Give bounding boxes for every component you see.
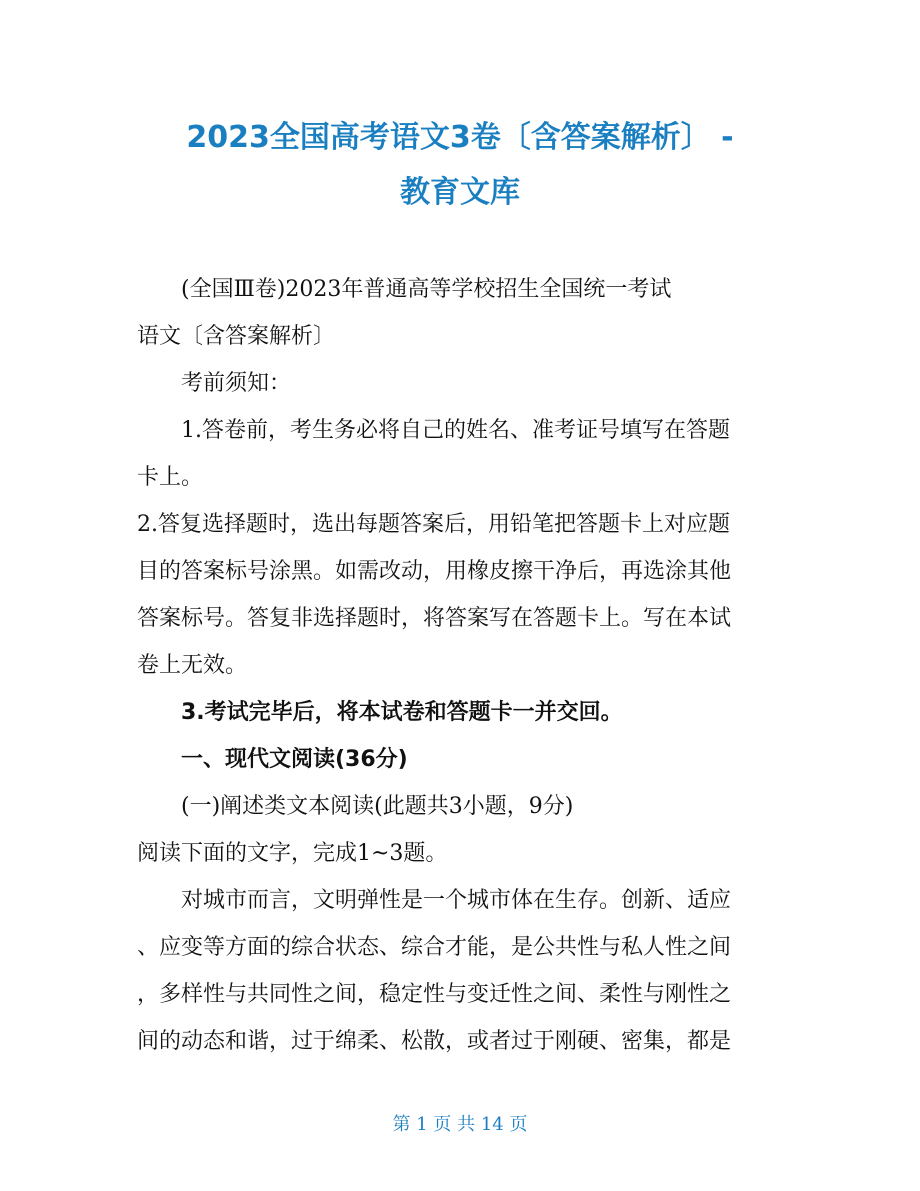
passage-line-2: 、应变等方面的综合状态、综合才能，是公共性与私人性之间 xyxy=(137,935,732,960)
passage-line-4: 间的动态和谐，过于绵柔、松散，或者过于刚硬、密集，都是 xyxy=(137,1029,732,1054)
passage-line-3: ，多样性与共同性之间，稳定性与变迁性之间、柔性与刚性之 xyxy=(137,982,732,1007)
notice-item-2-line-3: 答案标号。答复非选择题时，将答案写在答题卡上。写在本试 xyxy=(137,606,732,631)
exam-subject-line: 语文〔含答案解析〕 xyxy=(137,324,336,349)
document-title-line-2: 教育文库 xyxy=(400,175,520,210)
notice-item-1-line-2: 卡上。 xyxy=(137,465,204,490)
reading-instruction: 阅读下面的文字，完成1~3题。 xyxy=(137,841,448,866)
page-number-footer: 第 1 页 共 14 页 xyxy=(392,1114,528,1135)
section-heading: 一、现代文阅读(36分) xyxy=(137,747,408,772)
notice-item-2-line-4: 卷上无效。 xyxy=(137,653,248,678)
document-title-line-1: 2023全国高考语文3卷〔含答案解析〕 - xyxy=(186,120,734,155)
notice-item-3: 3.考试完毕后，将本试卷和答题卡一并交回。 xyxy=(137,700,623,725)
exam-heading-line: (全国Ⅲ卷)2023年普通高等学校招生全国统一考试 xyxy=(137,277,672,302)
notice-item-2-line-2: 目的答案标号涂黑。如需改动，用橡皮擦干净后，再选涂其他 xyxy=(137,559,732,584)
passage-line-1: 对城市而言，文明弹性是一个城市体在生存。创新、适应 xyxy=(137,888,732,913)
notice-item-1-line-1: 1.答卷前，考生务必将自己的姓名、准考证号填写在答题 xyxy=(137,418,730,443)
notice-heading: 考前须知： xyxy=(137,371,292,396)
subsection-heading: (一)阐述类文本阅读(此题共3小题，9分) xyxy=(137,794,574,819)
notice-item-2-line-1: 2.答复选择题时，选出每题答案后，用铅笔把答题卡上对应题 xyxy=(137,512,730,537)
